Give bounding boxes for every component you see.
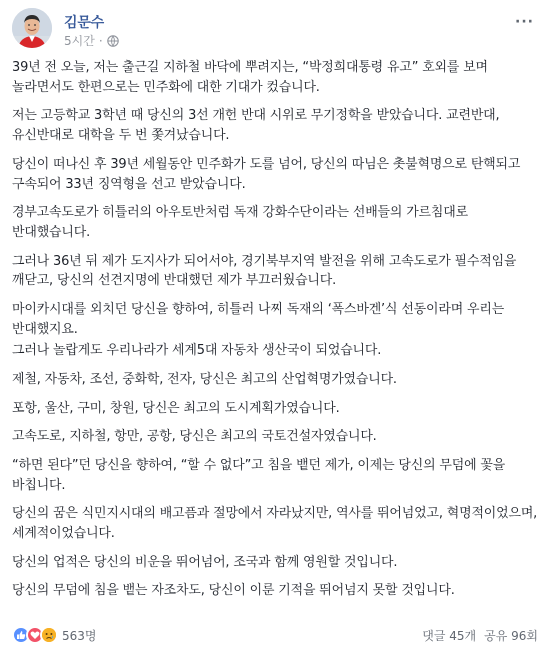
author-name[interactable]: 김문수	[64, 15, 104, 31]
post-paragraph: 포항, 울산, 구미, 창원, 당신은 최고의 도시계획가였습니다.	[12, 400, 340, 416]
reaction-count[interactable]: 563명	[62, 628, 97, 643]
post-paragraph: 그러나 놀랍게도 우리나라가 세계5대 자동차 생산국이 되었습니다.	[12, 343, 382, 359]
post-paragraph: 당신의 무덤에 침을 뱉는 자조차도, 당신이 이룬 기적을 뛰어넘지 못할 것입니다.	[12, 583, 455, 599]
profile-photo-icon	[12, 8, 52, 48]
reactions-summary[interactable]	[12, 626, 97, 644]
globe-icon[interactable]	[107, 35, 119, 47]
post-paragraph: 고속도로, 지하철, 항만, 공항, 당신은 최고의 국토건설자였습니다.	[12, 429, 377, 445]
post-paragraph: 당신의 업적은 당신의 비운을 뛰어넘어, 조국과 함께 영원할 것입니다.	[12, 554, 398, 570]
post-paragraph: 39년 전 오늘, 저는 출근길 지하철 바닥에 뿌려지는, “박정희대통령 유고” 호외를 보며 놀라면서도 한편으로는 민주화에 대한 기대가 컸습니다.	[12, 60, 488, 95]
more-options-icon[interactable]: ···	[515, 14, 534, 30]
post-header	[12, 8, 538, 52]
post-footer	[12, 622, 538, 648]
post-paragraph: 당신의 꿈은 식민지시대의 배고픔과 절망에서 자라났지만, 역사를 뛰어넘었고, 혁명적이었으며, 세계적이었습니다.	[12, 506, 538, 542]
shares-count[interactable]: 공유 96회	[484, 628, 538, 643]
comments-count[interactable]: 댓글 45개	[422, 628, 477, 643]
post-paragraph: 경부고속도로가 히틀러의 아우토반처럼 독재 강화수단이라는 선배들의 가르침대로 반대했습니다.	[12, 205, 468, 240]
post-paragraph: “하면 된다”던 당신을 향하여, “할 수 없다”고 침을 뱉던 제가, 이제는 당신의 무덤에 꽃을 바칩니다.	[12, 458, 506, 493]
post-paragraph: 저는 고등학교 3학년 때 당신의 3선 개헌 반대 시위로 무기정학을 받았습니다. 교련반대, 유신반대로 대학을 두 번 쫓겨났습니다.	[12, 108, 500, 144]
post-stats	[422, 627, 538, 644]
post-paragraph: 그러나 36년 뒤 제가 도지사가 되어서야, 경기북부지역 발전을 위해 고속도로가 필수적임을 깨닫고, 당신의 선견지명에 반대했던 제가 부끄러웠습니다.	[12, 253, 517, 289]
avatar[interactable]	[12, 8, 52, 48]
timestamp[interactable]: 5시간	[64, 34, 95, 48]
post-meta	[64, 32, 119, 49]
post-paragraph: 제철, 자동차, 조선, 중화학, 전자, 당신은 최고의 산업혁명가였습니다.	[12, 372, 397, 388]
post-body	[12, 58, 538, 610]
separator-dot: ·	[98, 33, 103, 48]
sad-icon	[40, 626, 58, 644]
post-paragraph: 당신이 떠나신 후 39년 세월동안 민주화가 도를 넘어, 당신의 따님은 촛불혁명으로 탄핵되고 구속되어 33년 징역형을 선고 받았습니다.	[12, 156, 521, 192]
post-paragraph: 마이카시대를 외치던 당신을 향하여, 히틀러 나찌 독재의 ‘폭스바겐’식 선동이라며 우리는 반대했지요.	[12, 301, 505, 337]
